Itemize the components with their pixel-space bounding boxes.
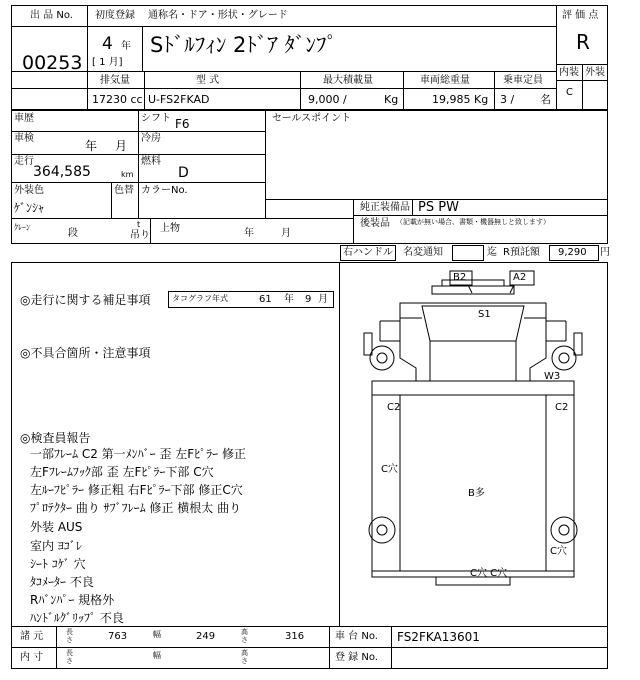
inspection-label: 車検 — [14, 133, 34, 144]
registration-month: [ 1 月] — [92, 57, 123, 68]
upper-month: 月 — [281, 228, 291, 239]
report-line: 左ﾙｰﾌﾋﾟﾗｰ 修正粗 右Fﾋﾟﾗｰ下部 修正C穴 — [30, 483, 243, 497]
right-hand-drive: 右ハンドル — [343, 247, 393, 258]
crane-hang: 吊り — [130, 230, 150, 241]
name-change-label: 名変通知 — [403, 247, 443, 258]
recycle-unit: 円 — [600, 247, 610, 258]
chassis: FS2FKA13601 — [397, 630, 480, 644]
inspector-report-title: ◎検査員報告 — [20, 431, 91, 445]
score-label: 評 価 点 — [562, 10, 599, 21]
sales-point-label: セールスポイント — [272, 113, 352, 124]
crane-ton: t — [137, 220, 141, 229]
model: U-FS2FKAD — [148, 93, 210, 106]
height-label: 高さ — [241, 628, 248, 644]
interior-grade: C — [566, 87, 573, 98]
registration-no-label: 登 録 No. — [335, 652, 378, 663]
damage-label-b-many: B多 — [468, 488, 485, 499]
damage-label-s1: S1 — [478, 309, 491, 320]
first-registration-label: 初度登録 — [95, 10, 135, 21]
max-load-label: 最大積載量 — [323, 75, 373, 86]
damage-label-w3: W3 — [544, 371, 561, 382]
history-label: 車歴 — [14, 113, 34, 124]
recycle-deposit: 9,290 — [558, 247, 587, 258]
displacement-label: 排気量 — [100, 75, 130, 86]
shift-label: シフト — [141, 113, 171, 124]
name-change-box — [452, 245, 484, 261]
damage-label-c-hole-right: C穴 — [550, 546, 567, 557]
color: ｹﾞﾝｼｬ — [14, 201, 45, 215]
report-line: 室内 ﾖｺﾞﾚ — [30, 539, 82, 553]
interior-dims-label: 内 寸 — [20, 652, 44, 663]
length: 763 — [108, 631, 128, 642]
equipment: PS PW — [418, 200, 459, 215]
crane-label: ｸﾚｰﾝ — [14, 223, 30, 232]
tachograph-month: 9 — [305, 294, 312, 305]
interior-height-label: 高さ — [241, 649, 248, 665]
height: 316 — [285, 631, 305, 642]
crane-stage: 段 — [68, 228, 78, 239]
report-line: ｼｰﾄ ｺｹﾞ 穴 — [30, 557, 86, 571]
capacity: 3 / — [500, 93, 515, 106]
mileage-label: 走行 — [14, 156, 34, 167]
damage-label-c2-right: C2 — [555, 402, 569, 413]
recycle-deposit-label: R預託額 — [503, 247, 540, 258]
recycle-until-label: 迄 — [487, 247, 497, 258]
aftermarket-note: （記載が無い場合、書類・機器無しと致します） — [396, 218, 550, 226]
capacity-label: 乗車定員 — [503, 75, 543, 86]
report-line: ﾌﾟﾛﾃｸﾀｰ 曲り ｻﾌﾞﾌﾚｰﾑ 修正 横根太 曲り — [30, 501, 242, 515]
inspection-year-unit: 年 — [85, 139, 98, 153]
max-load-unit: Kg — [384, 93, 399, 106]
fuel: D — [178, 165, 189, 181]
fuel-label: 燃料 — [141, 156, 161, 167]
gross-weight: 19,985 Kg — [432, 93, 489, 106]
equipment-label: 純正装備品 — [360, 202, 410, 213]
inspection-month-unit: 月 — [115, 139, 128, 153]
model-label: 型 式 — [196, 75, 220, 86]
color-change-label: 色替 — [114, 185, 134, 196]
aftermarket-label: 後装品 — [360, 218, 390, 229]
gross-weight-label: 車両総重量 — [420, 75, 470, 86]
mileage-unit: km — [121, 170, 134, 179]
dims-label: 諸 元 — [20, 631, 44, 642]
report-line: Rﾊﾞﾝﾊﾟｰ 規格外 — [30, 593, 115, 607]
report-line: 一部ﾌﾚｰﾑ C2 第一ﾒﾝﾊﾞｰ 歪 左Fﾋﾟﾗｰ 修正 — [30, 447, 246, 461]
car-name: Sﾄﾞﾙﾌｨﾝ 2ﾄﾞｱ ﾀﾞﾝﾌﾟ — [150, 33, 338, 57]
tachograph-year: 61 — [259, 294, 272, 305]
width-label: 幅 — [153, 630, 161, 639]
ac-label: 冷房 — [141, 133, 161, 144]
max-load: 9,000 / — [308, 93, 347, 106]
tachograph-month-unit: 月 — [318, 294, 328, 305]
tachograph-label: タコグラフ年式 — [172, 294, 228, 303]
upper-label: 上物 — [160, 223, 180, 234]
color-label: 外装色 — [14, 185, 44, 196]
length-label: 長さ — [66, 628, 73, 644]
driving-notes-title: ◎走行に関する補足事項 — [20, 293, 151, 307]
score: R — [576, 30, 590, 54]
width: 249 — [196, 631, 216, 642]
damage-label-a2: A2 — [513, 272, 527, 283]
lot-no: 00253 — [22, 52, 83, 74]
report-line: ﾊﾝﾄﾞﾙｸﾞﾘｯﾌﾟ 不良 — [30, 611, 124, 625]
color-code-label: カラーNo. — [141, 185, 188, 196]
damage-label-c-hole-bottom: C穴 C穴 — [470, 568, 508, 579]
mileage: 364,585 — [33, 164, 91, 180]
report-line: 左Fﾌﾚｰﾑﾌｯｸ部 歪 左Fﾋﾟﾗｰ下部 C穴 — [30, 465, 214, 479]
report-line: 外装 AUS — [30, 520, 83, 534]
report-line: ﾀｺﾒｰﾀｰ 不良 — [30, 575, 94, 589]
damage-label-c-hole-left: C穴 — [381, 464, 398, 475]
registration-year-unit: 年 — [121, 41, 131, 52]
registration-year: 4 — [102, 34, 113, 54]
damage-label-b2: B2 — [453, 272, 467, 283]
damage-label-c2-left: C2 — [387, 402, 401, 413]
exterior-grade-label: 外装 — [585, 67, 605, 78]
interior-width-label: 幅 — [153, 651, 161, 660]
lot-no-label: 出 品 No. — [30, 10, 73, 21]
tachograph-year-unit: 年 — [284, 294, 294, 305]
defects-title: ◎不具合箇所・注意事項 — [20, 346, 151, 360]
shift: F6 — [175, 117, 190, 131]
displacement: 17230 cc — [92, 93, 143, 106]
interior-grade-label: 内装 — [559, 67, 579, 78]
upper-year: 年 — [244, 228, 254, 239]
chassis-label: 車 台 No. — [335, 631, 378, 642]
interior-length-label: 長さ — [66, 649, 73, 665]
capacity-unit: 名 — [540, 93, 551, 106]
car-name-label: 通称名・ドア・形状・グレード — [148, 10, 288, 21]
